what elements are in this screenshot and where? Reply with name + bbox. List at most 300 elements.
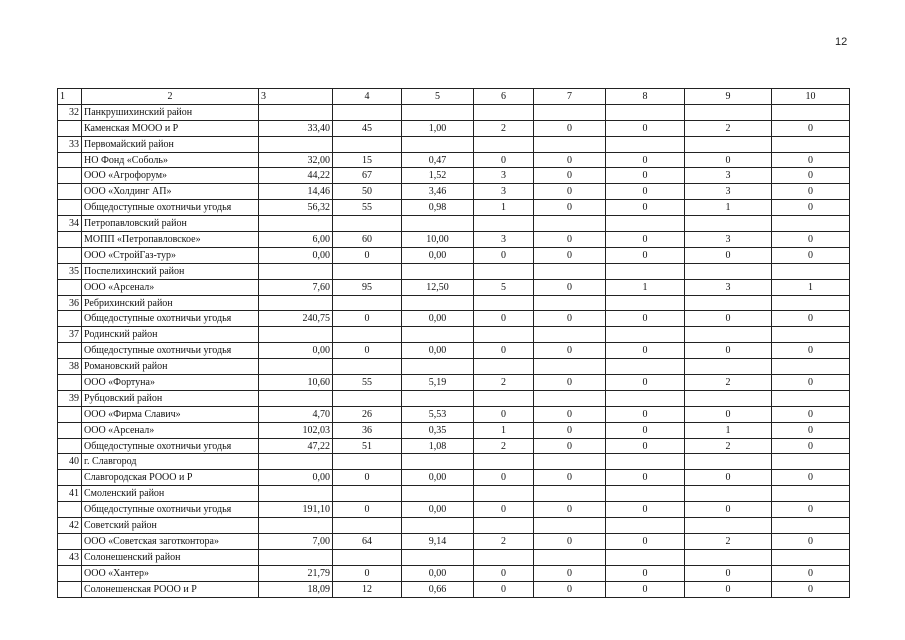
value-cell: 0 [474, 581, 534, 597]
empty-cell [474, 216, 534, 232]
empty-cell [402, 327, 474, 343]
empty-cell [402, 390, 474, 406]
empty-cell [259, 518, 333, 534]
value-cell: 0 [474, 406, 534, 422]
empty-cell [772, 136, 850, 152]
value-cell: 4,70 [259, 406, 333, 422]
empty-cell [474, 518, 534, 534]
district-number: 39 [58, 390, 82, 406]
value-cell: 0 [685, 311, 772, 327]
empty-cell [685, 454, 772, 470]
value-cell: 0 [333, 311, 402, 327]
value-cell: 0 [534, 565, 606, 581]
value-cell: 0 [772, 406, 850, 422]
value-cell: 2 [685, 375, 772, 391]
value-cell: 10,00 [402, 232, 474, 248]
value-cell: 0 [606, 502, 685, 518]
value-cell: 26 [333, 406, 402, 422]
empty-cell [772, 216, 850, 232]
value-cell: 0 [772, 422, 850, 438]
value-cell: 0 [474, 152, 534, 168]
value-cell: 0 [606, 581, 685, 597]
value-cell: 18,09 [259, 581, 333, 597]
empty-cell [474, 295, 534, 311]
empty-cell [534, 518, 606, 534]
value-cell: 240,75 [259, 311, 333, 327]
organization-name: ООО «Советская заготконтора» [82, 533, 259, 549]
value-cell: 0,00 [402, 565, 474, 581]
value-cell: 7,60 [259, 279, 333, 295]
value-cell: 0 [606, 438, 685, 454]
value-cell: 1 [772, 279, 850, 295]
empty-cell [333, 390, 402, 406]
value-cell: 1 [474, 422, 534, 438]
empty-cell [606, 518, 685, 534]
value-cell: 0 [772, 152, 850, 168]
empty-cell [685, 263, 772, 279]
value-cell: 3 [685, 184, 772, 200]
value-cell: 0 [534, 581, 606, 597]
value-cell: 50 [333, 184, 402, 200]
value-cell: 1,00 [402, 120, 474, 136]
empty-cell [685, 518, 772, 534]
value-cell: 36 [333, 422, 402, 438]
district-row [58, 136, 850, 152]
column-number-header: 6 [474, 89, 534, 105]
value-cell: 0 [333, 502, 402, 518]
empty-cell [685, 359, 772, 375]
empty-cell [534, 263, 606, 279]
empty-cell [58, 343, 82, 359]
value-cell: 0 [772, 200, 850, 216]
district-row [58, 518, 850, 534]
empty-cell [606, 486, 685, 502]
column-number-header: 9 [685, 89, 772, 105]
value-cell: 2 [685, 533, 772, 549]
organization-name: Общедоступные охотничьи угодья [82, 502, 259, 518]
value-cell: 51 [333, 438, 402, 454]
empty-cell [534, 295, 606, 311]
value-cell: 3 [474, 184, 534, 200]
empty-cell [685, 390, 772, 406]
value-cell: 10,60 [259, 375, 333, 391]
table-row [58, 422, 850, 438]
organization-name: Каменская МООО и Р [82, 120, 259, 136]
value-cell: 5 [474, 279, 534, 295]
empty-cell [606, 549, 685, 565]
value-cell: 0 [333, 247, 402, 263]
value-cell: 0 [534, 184, 606, 200]
value-cell: 1 [685, 422, 772, 438]
value-cell: 0 [534, 406, 606, 422]
empty-cell [606, 136, 685, 152]
empty-cell [685, 327, 772, 343]
district-name: Солонешенский район [82, 549, 259, 565]
table-row [58, 502, 850, 518]
value-cell: 0,00 [402, 502, 474, 518]
district-row [58, 359, 850, 375]
empty-cell [259, 295, 333, 311]
table-row [58, 184, 850, 200]
value-cell: 102,03 [259, 422, 333, 438]
empty-cell [772, 263, 850, 279]
value-cell: 0 [333, 470, 402, 486]
value-cell: 3 [685, 168, 772, 184]
empty-cell [333, 104, 402, 120]
empty-cell [772, 454, 850, 470]
value-cell: 0,00 [402, 247, 474, 263]
empty-cell [333, 518, 402, 534]
table-row [58, 581, 850, 597]
empty-cell [259, 549, 333, 565]
empty-cell [259, 136, 333, 152]
empty-cell [685, 486, 772, 502]
value-cell: 5,53 [402, 406, 474, 422]
empty-cell [606, 263, 685, 279]
value-cell: 0 [534, 279, 606, 295]
value-cell: 0 [534, 232, 606, 248]
empty-cell [772, 359, 850, 375]
table-row [58, 311, 850, 327]
value-cell: 0,00 [259, 247, 333, 263]
value-cell: 0 [474, 565, 534, 581]
organization-name: ООО «Холдинг АП» [82, 184, 259, 200]
empty-cell [402, 359, 474, 375]
empty-cell [685, 549, 772, 565]
page-number: 12 [835, 36, 848, 48]
organization-name: МОПП «Петропавловское» [82, 232, 259, 248]
value-cell: 0 [534, 422, 606, 438]
table-row [58, 232, 850, 248]
value-cell: 0 [534, 120, 606, 136]
value-cell: 0 [474, 247, 534, 263]
district-number: 33 [58, 136, 82, 152]
district-row [58, 263, 850, 279]
empty-cell [58, 581, 82, 597]
value-cell: 6,00 [259, 232, 333, 248]
column-number-header: 10 [772, 89, 850, 105]
value-cell: 0 [606, 200, 685, 216]
empty-cell [259, 327, 333, 343]
value-cell: 0 [772, 343, 850, 359]
value-cell: 67 [333, 168, 402, 184]
value-cell: 0,35 [402, 422, 474, 438]
organization-name: ООО «Фирма Славич» [82, 406, 259, 422]
district-number: 42 [58, 518, 82, 534]
value-cell: 3 [685, 279, 772, 295]
value-cell: 2 [685, 438, 772, 454]
value-cell: 0 [534, 168, 606, 184]
value-cell: 0 [606, 311, 685, 327]
empty-cell [685, 136, 772, 152]
empty-cell [333, 549, 402, 565]
empty-cell [333, 327, 402, 343]
value-cell: 0 [534, 470, 606, 486]
value-cell: 14,46 [259, 184, 333, 200]
table-row [58, 438, 850, 454]
value-cell: 5,19 [402, 375, 474, 391]
empty-cell [58, 247, 82, 263]
empty-cell [259, 359, 333, 375]
table-row [58, 200, 850, 216]
organization-name: НО Фонд «Соболь» [82, 152, 259, 168]
value-cell: 0 [534, 200, 606, 216]
empty-cell [402, 295, 474, 311]
district-row [58, 216, 850, 232]
value-cell: 0,98 [402, 200, 474, 216]
value-cell: 1 [474, 200, 534, 216]
value-cell: 0 [685, 581, 772, 597]
value-cell: 0 [534, 152, 606, 168]
empty-cell [333, 216, 402, 232]
district-row [58, 295, 850, 311]
empty-cell [534, 104, 606, 120]
value-cell: 0 [474, 343, 534, 359]
value-cell: 56,32 [259, 200, 333, 216]
column-number-header: 8 [606, 89, 685, 105]
value-cell: 3,46 [402, 184, 474, 200]
empty-cell [685, 295, 772, 311]
value-cell: 0 [685, 247, 772, 263]
hunting-grounds-table [57, 88, 850, 598]
organization-name: Славгородская РООО и Р [82, 470, 259, 486]
value-cell: 0 [333, 565, 402, 581]
value-cell: 0 [685, 406, 772, 422]
empty-cell [58, 502, 82, 518]
empty-cell [58, 184, 82, 200]
value-cell: 0 [333, 343, 402, 359]
value-cell: 0 [534, 375, 606, 391]
value-cell: 0 [772, 565, 850, 581]
value-cell: 0 [772, 168, 850, 184]
value-cell: 0,66 [402, 581, 474, 597]
value-cell: 0 [772, 533, 850, 549]
value-cell: 0 [474, 502, 534, 518]
empty-cell [402, 454, 474, 470]
value-cell: 2 [474, 438, 534, 454]
empty-cell [772, 295, 850, 311]
value-cell: 1,52 [402, 168, 474, 184]
organization-name: ООО «Хантер» [82, 565, 259, 581]
value-cell: 32,00 [259, 152, 333, 168]
organization-name: ООО «СтройГаз-тур» [82, 247, 259, 263]
district-row [58, 486, 850, 502]
empty-cell [474, 549, 534, 565]
value-cell: 0 [474, 470, 534, 486]
organization-name: Общедоступные охотничьи угодья [82, 200, 259, 216]
district-number: 41 [58, 486, 82, 502]
value-cell: 1,08 [402, 438, 474, 454]
empty-cell [534, 216, 606, 232]
empty-cell [402, 263, 474, 279]
empty-cell [333, 486, 402, 502]
value-cell: 9,14 [402, 533, 474, 549]
district-name: Рубцовский район [82, 390, 259, 406]
value-cell: 2 [474, 533, 534, 549]
value-cell: 1 [685, 200, 772, 216]
empty-cell [534, 359, 606, 375]
empty-cell [534, 486, 606, 502]
organization-name: ООО «Арсенал» [82, 279, 259, 295]
empty-cell [259, 486, 333, 502]
value-cell: 0 [534, 533, 606, 549]
value-cell: 0,00 [259, 343, 333, 359]
value-cell: 0 [606, 565, 685, 581]
value-cell: 47,22 [259, 438, 333, 454]
empty-cell [259, 263, 333, 279]
value-cell: 0 [606, 120, 685, 136]
empty-cell [474, 104, 534, 120]
empty-cell [58, 406, 82, 422]
table-row [58, 343, 850, 359]
value-cell: 0 [534, 343, 606, 359]
value-cell: 0 [772, 581, 850, 597]
empty-cell [685, 104, 772, 120]
value-cell: 0,00 [402, 343, 474, 359]
empty-cell [402, 486, 474, 502]
value-cell: 0 [772, 375, 850, 391]
value-cell: 191,10 [259, 502, 333, 518]
value-cell: 0 [772, 438, 850, 454]
value-cell: 0,00 [402, 470, 474, 486]
empty-cell [606, 390, 685, 406]
value-cell: 0 [606, 168, 685, 184]
empty-cell [333, 136, 402, 152]
value-cell: 0 [606, 406, 685, 422]
value-cell: 0,47 [402, 152, 474, 168]
table-row [58, 152, 850, 168]
district-row [58, 104, 850, 120]
column-number-header: 2 [82, 89, 259, 105]
value-cell: 64 [333, 533, 402, 549]
value-cell: 45 [333, 120, 402, 136]
value-cell: 0 [685, 565, 772, 581]
empty-cell [606, 454, 685, 470]
organization-name: ООО «Фортуна» [82, 375, 259, 391]
organization-name: Общедоступные охотничьи угодья [82, 311, 259, 327]
table-row [58, 470, 850, 486]
district-number: 34 [58, 216, 82, 232]
value-cell: 95 [333, 279, 402, 295]
empty-cell [534, 549, 606, 565]
empty-cell [259, 104, 333, 120]
district-name: Советский район [82, 518, 259, 534]
empty-cell [402, 104, 474, 120]
value-cell: 0 [534, 502, 606, 518]
district-name: Поспелихинский район [82, 263, 259, 279]
district-row [58, 327, 850, 343]
value-cell: 3 [474, 168, 534, 184]
organization-name: Общедоступные охотничьи угодья [82, 343, 259, 359]
value-cell: 12 [333, 581, 402, 597]
empty-cell [772, 327, 850, 343]
empty-cell [772, 390, 850, 406]
empty-cell [402, 549, 474, 565]
empty-cell [474, 486, 534, 502]
value-cell: 0 [772, 470, 850, 486]
value-cell: 0 [474, 311, 534, 327]
organization-name: Солонешенская РООО и Р [82, 581, 259, 597]
value-cell: 12,50 [402, 279, 474, 295]
empty-cell [259, 390, 333, 406]
table-row [58, 533, 850, 549]
district-number: 32 [58, 104, 82, 120]
empty-cell [534, 454, 606, 470]
value-cell: 0 [534, 438, 606, 454]
value-cell: 0 [606, 343, 685, 359]
empty-cell [333, 359, 402, 375]
column-number-row [58, 89, 850, 105]
value-cell: 0 [606, 470, 685, 486]
value-cell: 0 [772, 311, 850, 327]
value-cell: 0 [534, 311, 606, 327]
empty-cell [772, 518, 850, 534]
value-cell: 0 [606, 232, 685, 248]
empty-cell [534, 136, 606, 152]
empty-cell [606, 216, 685, 232]
value-cell: 2 [474, 120, 534, 136]
empty-cell [685, 216, 772, 232]
value-cell: 0 [534, 247, 606, 263]
table-row [58, 168, 850, 184]
value-cell: 44,22 [259, 168, 333, 184]
empty-cell [474, 454, 534, 470]
value-cell: 55 [333, 200, 402, 216]
value-cell: 0 [606, 184, 685, 200]
empty-cell [402, 518, 474, 534]
district-row [58, 390, 850, 406]
district-number: 38 [58, 359, 82, 375]
district-number: 36 [58, 295, 82, 311]
value-cell: 0 [772, 120, 850, 136]
empty-cell [402, 136, 474, 152]
value-cell: 1 [606, 279, 685, 295]
empty-cell [474, 327, 534, 343]
empty-cell [772, 486, 850, 502]
empty-cell [772, 104, 850, 120]
empty-cell [534, 327, 606, 343]
empty-cell [606, 295, 685, 311]
district-name: Панкрушихинский район [82, 104, 259, 120]
value-cell: 0 [685, 152, 772, 168]
empty-cell [772, 549, 850, 565]
value-cell: 0 [772, 232, 850, 248]
value-cell: 7,00 [259, 533, 333, 549]
value-cell: 21,79 [259, 565, 333, 581]
district-name: Первомайский район [82, 136, 259, 152]
district-name: г. Славгород [82, 454, 259, 470]
value-cell: 0 [606, 533, 685, 549]
column-number-header: 3 [259, 89, 333, 105]
value-cell: 3 [474, 232, 534, 248]
empty-cell [333, 295, 402, 311]
table-row [58, 247, 850, 263]
district-row [58, 454, 850, 470]
value-cell: 2 [685, 120, 772, 136]
value-cell: 0 [606, 152, 685, 168]
empty-cell [58, 152, 82, 168]
organization-name: ООО «Агрофорум» [82, 168, 259, 184]
column-number-header: 1 [58, 89, 82, 105]
district-name: Петропавловский район [82, 216, 259, 232]
table-row [58, 565, 850, 581]
value-cell: 0,00 [402, 311, 474, 327]
value-cell: 0 [606, 247, 685, 263]
empty-cell [474, 136, 534, 152]
organization-name: ООО «Арсенал» [82, 422, 259, 438]
value-cell: 0 [772, 247, 850, 263]
empty-cell [606, 104, 685, 120]
